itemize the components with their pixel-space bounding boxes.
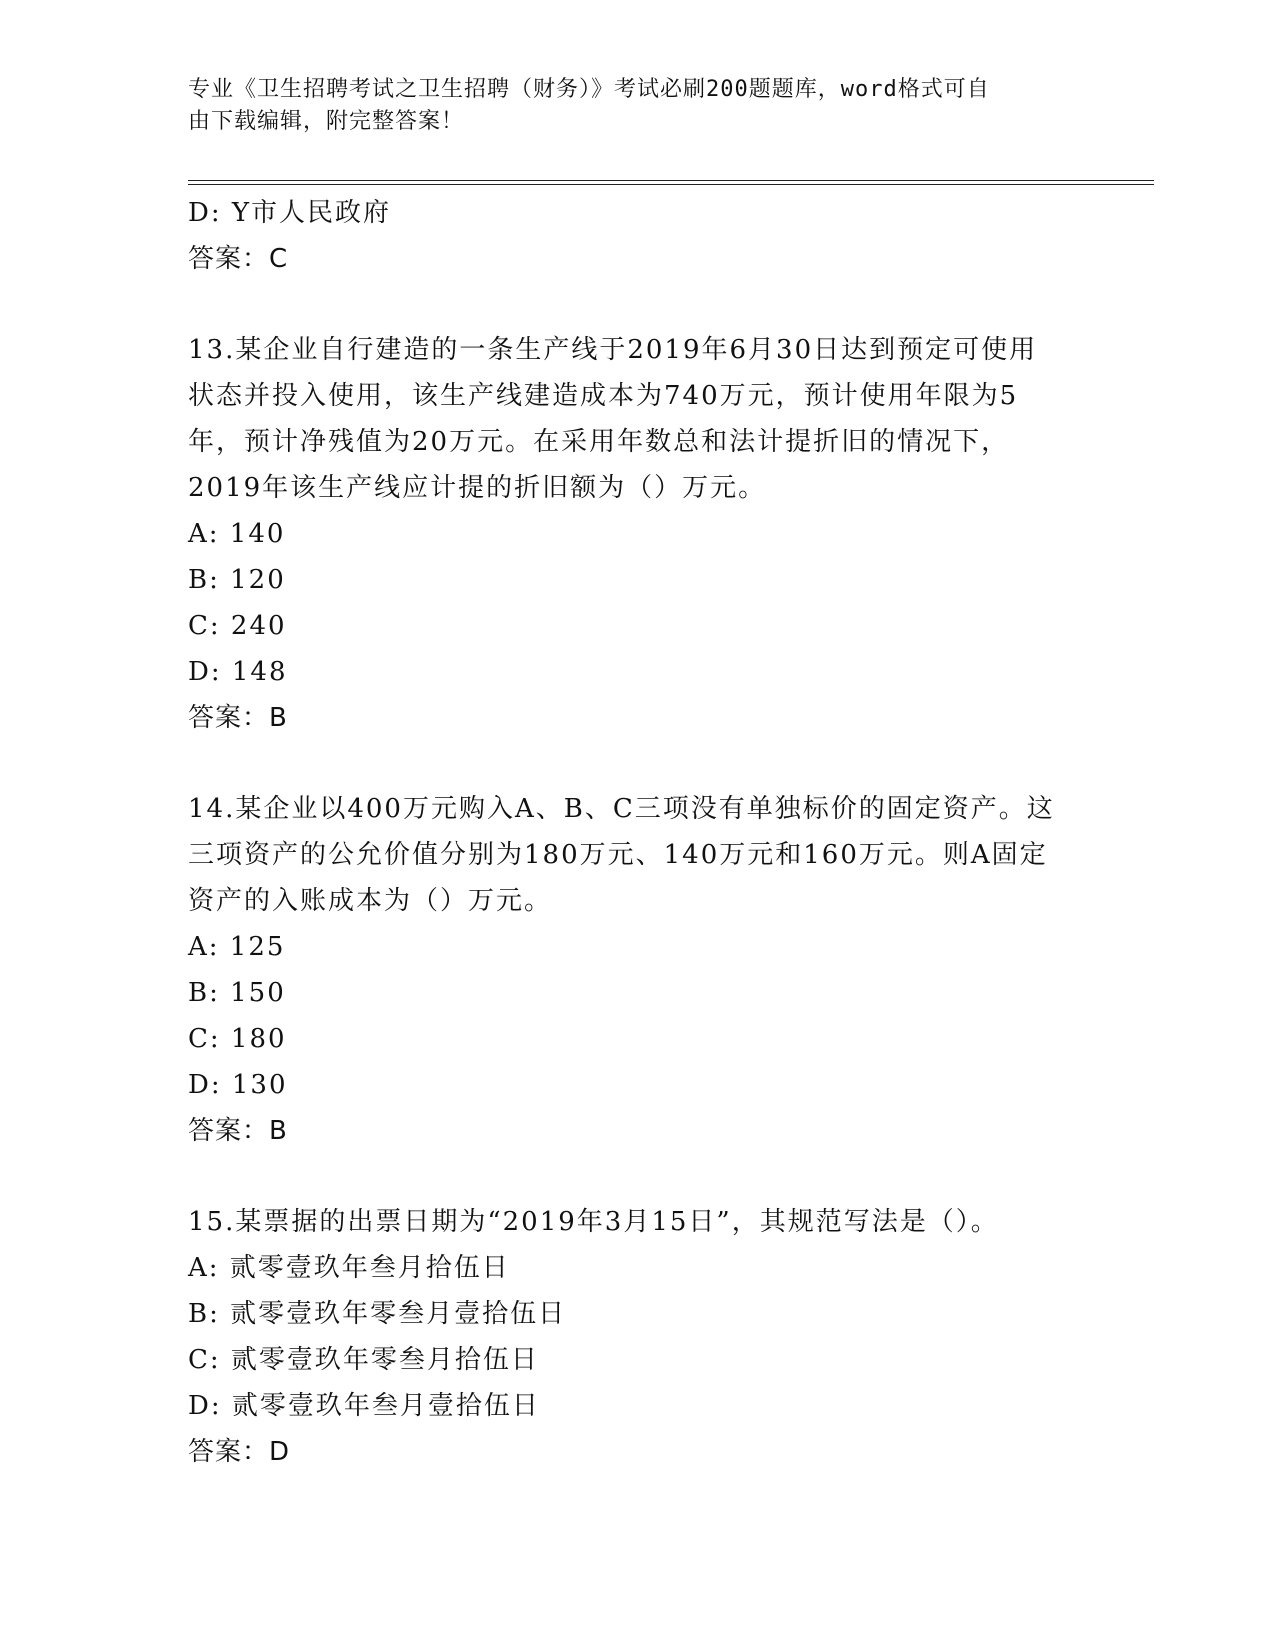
q13-stem-line-3: 年，预计净残值为20万元。在采用年数总和法计提折旧的情况下， (188, 427, 1010, 457)
question-14 (188, 786, 1088, 1154)
q13-option-a: A: 140 (188, 519, 286, 549)
q13-answer: 答案：B (188, 703, 288, 733)
q14-stem-line-2: 三项资产的公允价值分别为180万元、140万元和160万元。则A固定 (188, 840, 1048, 870)
q15-stem-line-1: 15.某票据的出票日期为“2019年3月15日”，其规范写法是（）。 (188, 1207, 999, 1237)
document-body (188, 190, 1088, 1475)
q14-answer: 答案：B (188, 1116, 288, 1146)
q14-stem-line-3: 资产的入账成本为（）万元。 (188, 886, 553, 916)
header-divider (188, 180, 1154, 185)
q13-stem-line-2: 状态并投入使用，该生产线建造成本为740万元，预计使用年限为5 (188, 381, 1019, 411)
q12-answer: 答案：C (188, 244, 289, 274)
header-line-1: 专业《卫生招聘考试之卫生招聘（财务）》考试必刷200题题库，word格式可自 (188, 77, 990, 102)
header-line-2: 由下载编辑，附完整答案！ (188, 109, 465, 134)
q13-option-d: D: 148 (188, 657, 288, 687)
document-header (188, 74, 1068, 138)
q13-option-c: C: 240 (188, 611, 287, 641)
q14-option-d: D: 130 (188, 1070, 288, 1100)
question-13 (188, 327, 1088, 741)
question-15 (188, 1199, 1088, 1475)
q13-stem-line-1: 13.某企业自行建造的一条生产线于2019年6月30日达到预定可使用 (188, 335, 1038, 365)
q14-option-b: B: 150 (188, 978, 286, 1008)
q15-option-c: C: 贰零壹玖年零叁月拾伍日 (188, 1345, 539, 1375)
q15-answer: 答案：D (188, 1437, 291, 1467)
q15-option-b: B: 贰零壹玖年零叁月壹拾伍日 (188, 1299, 567, 1329)
q15-option-a: A: 贰零壹玖年叁月拾伍日 (188, 1253, 510, 1283)
q13-option-b: B: 120 (188, 565, 286, 595)
q14-option-c: C: 180 (188, 1024, 287, 1054)
q14-option-a: A: 125 (188, 932, 286, 962)
q15-option-d: D: 贰零壹玖年叁月壹拾伍日 (188, 1391, 540, 1421)
q14-stem-line-1: 14.某企业以400万元购入A、B、C三项没有单独标价的固定资产。这 (188, 794, 1055, 824)
q12-option-d: D: Y市人民政府 (188, 198, 392, 228)
q13-stem-line-4: 2019年该生产线应计提的折旧额为（）万元。 (188, 473, 767, 503)
